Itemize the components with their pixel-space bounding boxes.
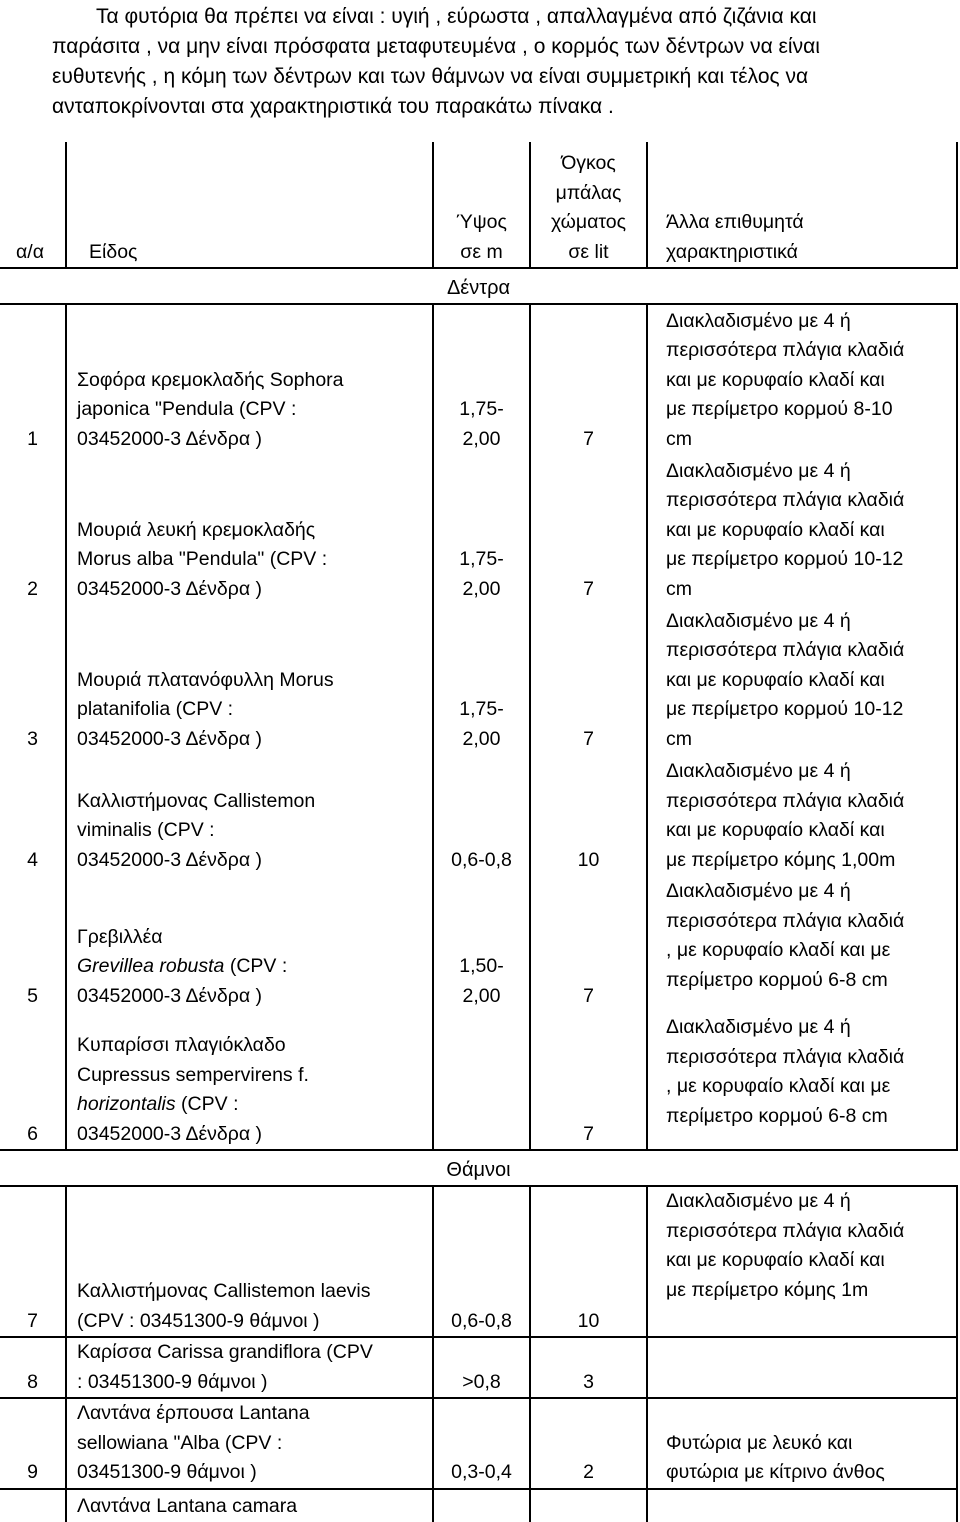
features-cell	[647, 1489, 957, 1522]
height-line: 1,50-	[459, 955, 504, 977]
table-row	[0, 875, 957, 1011]
features-line: με περίμετρο κόμης 1,00m	[666, 848, 896, 871]
features-cell	[647, 1186, 957, 1337]
header-alla	[647, 142, 957, 268]
features-cell	[647, 875, 957, 1011]
features-line: και με κορυφαίο κλαδί και	[666, 668, 885, 691]
features-line: cm	[666, 577, 692, 600]
row-number: 2	[27, 577, 38, 600]
species-latin-name: Grevillea robusta	[77, 955, 225, 977]
table-row	[0, 304, 957, 454]
features-line: περισσότερα πλάγια κλαδιά	[666, 339, 905, 361]
header-ogkos-line2: μπάλας	[555, 181, 622, 204]
features-line: περισσότερα πλάγια κλαδιά	[666, 909, 905, 932]
species-line: Μουριά πλατανόφυλλη Morus	[77, 668, 334, 691]
features-line: με περίμετρο κορμού 8-10	[666, 398, 893, 420]
height-cell	[433, 604, 530, 754]
species-line: japonica "Pendula (CPV :	[77, 398, 297, 420]
species-cpv-fragment: (CPV :	[224, 955, 288, 977]
row-number: 4	[27, 848, 38, 871]
species-cell	[66, 875, 433, 1011]
species-cell	[66, 1398, 433, 1489]
features-line: περίμετρο κορμού 6-8 cm	[666, 1104, 888, 1127]
row-number	[0, 1489, 66, 1522]
row-number: 9	[0, 1398, 66, 1489]
species-line: platanifolia (CPV :	[77, 698, 234, 720]
features-line: Διακλαδισμένο με 4 ή	[666, 760, 851, 782]
features-line: περισσότερα πλάγια κλαδιά	[666, 639, 905, 661]
height-line: 2,00	[462, 427, 501, 450]
height-cell	[433, 1011, 530, 1150]
features-line: Διακλαδισμένο με 4 ή	[666, 880, 851, 902]
header-ogkos-line4: σε lit	[568, 240, 609, 263]
features-line: και με κορυφαίο κλαδί και	[666, 518, 885, 541]
species-line: Γρεβιλλέα	[77, 925, 163, 948]
features-line: περισσότερα πλάγια κλαδιά	[666, 489, 905, 511]
table-row	[0, 1337, 957, 1398]
soil-volume-cell: 7	[530, 604, 647, 754]
features-line: Φυτώρια με λευκό και	[666, 1431, 853, 1454]
soil-volume-cell: 7	[530, 1011, 647, 1150]
soil-volume-cell: 10	[530, 754, 647, 875]
row-number: 3	[27, 727, 38, 750]
species-line: Morus alba "Pendula" (CPV :	[77, 548, 328, 570]
species-cell	[66, 1011, 433, 1150]
species-line: Σοφόρα κρεμοκλαδής Sophora	[77, 368, 344, 391]
table-row	[0, 454, 957, 604]
height-cell	[433, 304, 530, 454]
header-ypsos	[433, 142, 530, 268]
features-line: περίμετρο κορμού 6-8 cm	[666, 968, 888, 991]
species-line: 03452000-3 Δένδρα )	[77, 727, 263, 750]
features-cell	[647, 304, 957, 454]
species-line: 03451300-9 θάμνοι )	[77, 1461, 257, 1483]
table-row	[0, 1398, 957, 1489]
species-line: viminalis (CPV :	[77, 819, 215, 841]
species-line: 03452000-3 Δένδρα )	[77, 984, 263, 1007]
species-line: (CPV : 03451300-9 θάμνοι )	[77, 1309, 320, 1332]
features-line: και με κορυφαίο κλαδί και	[666, 368, 885, 391]
header-ypsos-line2: σε m	[460, 240, 503, 263]
features-line: , με κορυφαίο κλαδί και με	[666, 1075, 891, 1097]
features-cell	[647, 1398, 957, 1489]
height-line: 1,75-	[459, 548, 504, 570]
features-line: και με κορυφαίο κλαδί και	[666, 819, 885, 841]
species-cell	[66, 604, 433, 754]
plants-table	[0, 142, 958, 1522]
features-line: Διακλαδισμένο με 4 ή	[666, 609, 851, 632]
row-number: 8	[0, 1337, 66, 1398]
row-number: 1	[27, 427, 38, 450]
table-row	[0, 604, 957, 754]
features-line: με περίμετρο κορμού 10-12	[666, 698, 904, 720]
species-latin-name: horizontalis	[77, 1093, 176, 1115]
features-cell	[647, 1011, 957, 1150]
section-shrubs-label: Θάμνοι	[446, 1158, 511, 1181]
intro-line-2: παράσιτα , να μην είναι πρόσφατα μεταφυτευμένα , ο κορμός των δέντρων να είναι	[52, 35, 820, 58]
header-aa: α/α	[16, 240, 44, 263]
features-line: Διακλαδισμένο με 4 ή	[666, 1016, 851, 1038]
species-line: Κυπαρίσσι πλαγιόκλαδο	[77, 1034, 286, 1056]
table-header-row	[0, 142, 957, 268]
species-cell: Λαντάνα Lantana camara	[66, 1489, 433, 1522]
height-line: 1,75-	[459, 698, 504, 720]
height-cell: >0,8	[433, 1337, 530, 1398]
intro-line-4: ανταποκρίνονται στα χαρακτηριστικά του παρακάτω πίνακα .	[52, 95, 614, 118]
species-cpv-fragment: (CPV :	[175, 1093, 239, 1115]
features-line: , με κορυφαίο κλαδί και με	[666, 939, 891, 961]
features-line: Διακλαδισμένο με 4 ή	[666, 1190, 851, 1212]
height-cell	[433, 875, 530, 1011]
soil-volume-cell: 3	[530, 1337, 647, 1398]
row-number: 6	[27, 1122, 38, 1145]
species-line: 03452000-3 Δένδρα )	[77, 1122, 263, 1145]
header-ogkos-line1: Όγκος	[561, 152, 616, 174]
species-line: sellowiana "Alba (CPV :	[77, 1431, 283, 1454]
features-line: περισσότερα πλάγια κλαδιά	[666, 789, 905, 812]
features-line: και με κορυφαίο κλαδί και	[666, 1249, 885, 1271]
section-trees	[0, 268, 957, 304]
species-cell	[66, 304, 433, 454]
height-cell: 0,3-0,4	[433, 1398, 530, 1489]
species-line: Καλλιστήμονας Callistemon	[77, 789, 316, 812]
species-line: 03452000-3 Δένδρα )	[77, 848, 263, 871]
features-cell	[647, 754, 957, 875]
section-trees-label: Δέντρα	[446, 276, 511, 299]
species-line: : 03451300-9 θάμνοι )	[77, 1370, 268, 1393]
soil-volume-cell: 7	[530, 875, 647, 1011]
species-line: 03452000-3 Δένδρα )	[77, 577, 263, 600]
header-alla-line2: χαρακτηριστικά	[666, 240, 798, 263]
features-line: φυτώρια με κίτρινο άνθος	[666, 1461, 885, 1483]
features-line: Διακλαδισμένο με 4 ή	[666, 309, 851, 332]
intro-line-3: ευθυτενής , η κόμη των δέντρων και των θάμνων να είναι συμμετρική και τέλος να	[52, 65, 809, 88]
section-row-trees	[0, 268, 957, 304]
species-line	[77, 952, 426, 982]
soil-volume-cell: 7	[530, 454, 647, 604]
height-cell: 0,6-0,8	[433, 1186, 530, 1337]
species-line: Καρίσσα Carissa grandiflora (CPV	[77, 1341, 373, 1363]
row-number: 7	[27, 1309, 38, 1332]
species-cell	[66, 1337, 433, 1398]
height-cell	[433, 454, 530, 604]
soil-volume-cell: 10	[530, 1186, 647, 1337]
features-line: cm	[666, 427, 692, 450]
soil-volume-cell: 2	[530, 1398, 647, 1489]
height-cell: 0,6-0,8	[433, 754, 530, 875]
height-line: 2,00	[462, 727, 501, 750]
soil-volume-cell	[530, 1489, 647, 1522]
features-cell	[647, 454, 957, 604]
species-line: Μουριά λευκή κρεμοκλαδής	[77, 518, 316, 541]
species-line: 03452000-3 Δένδρα )	[77, 427, 263, 450]
header-ypsos-line1: Ύψος	[456, 211, 507, 233]
species-cell	[66, 1186, 433, 1337]
species-line: Καλλιστήμονας Callistemon laevis	[77, 1280, 371, 1302]
features-cell	[647, 604, 957, 754]
height-line: 2,00	[462, 577, 501, 600]
header-ogkos	[530, 142, 647, 268]
species-line: Λαντάνα έρπουσα Lantana	[77, 1402, 310, 1424]
species-cell	[66, 454, 433, 604]
table-row	[0, 754, 957, 875]
features-line: με περίμετρο κορμού 10-12	[666, 548, 904, 570]
section-shrubs	[0, 1150, 957, 1186]
species-line: Cupressus sempervirens f.	[77, 1063, 309, 1086]
header-ogkos-line3: χώματος	[550, 211, 627, 233]
table-row	[0, 1489, 957, 1522]
height-cell	[433, 1489, 530, 1522]
section-row-shrubs	[0, 1150, 957, 1186]
features-line: cm	[666, 727, 692, 750]
features-cell	[647, 1337, 957, 1398]
intro-line-1: Τα φυτόρια θα πρέπει να είναι : υγιή , εύρωστα , απαλλαγμένα από ζιζάνια και	[96, 5, 817, 28]
header-eidos: Είδος	[66, 142, 433, 268]
table-row	[0, 1186, 957, 1337]
height-line: 2,00	[462, 984, 501, 1007]
height-line: 1,75-	[459, 398, 504, 420]
features-line: περισσότερα πλάγια κλαδιά	[666, 1045, 905, 1068]
species-line	[77, 1090, 426, 1120]
header-alla-line1: Άλλα επιθυμητά	[666, 211, 804, 233]
features-line: Διακλαδισμένο με 4 ή	[666, 459, 851, 482]
table-row	[0, 1011, 957, 1150]
species-cell	[66, 754, 433, 875]
features-line: περισσότερα πλάγια κλαδιά	[666, 1219, 905, 1242]
row-number: 5	[27, 984, 38, 1007]
features-line: με περίμετρο κόμης 1m	[666, 1278, 869, 1301]
soil-volume-cell: 7	[530, 304, 647, 454]
